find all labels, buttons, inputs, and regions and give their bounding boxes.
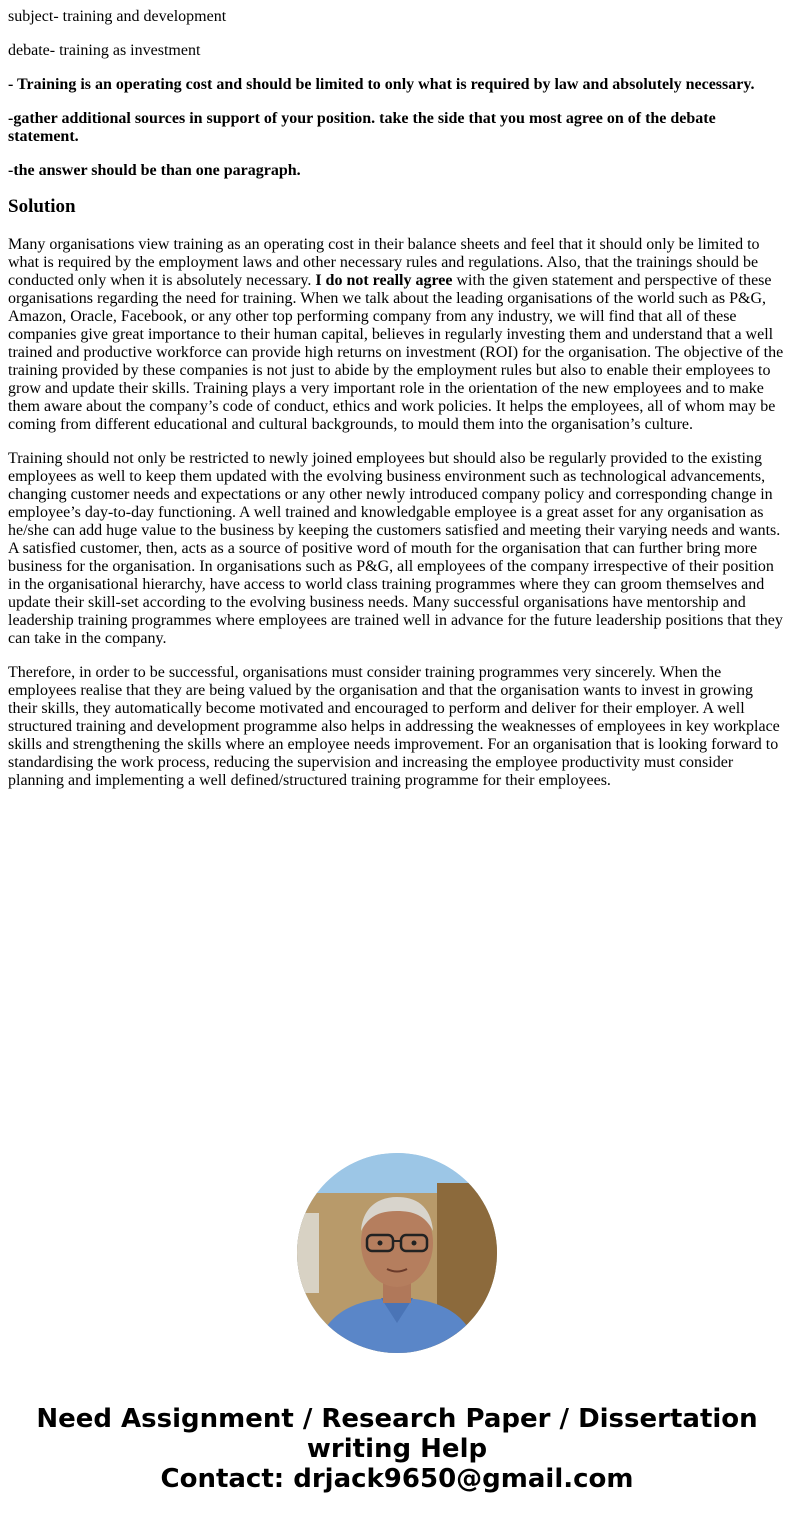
promo-line-2: writing Help xyxy=(306,1434,488,1464)
document-body xyxy=(8,0,786,806)
solution-paragraph-2: Training should not only be restricted to newly joined employees but should also be regularly provided to the existing employees as well to keep them updated with the evolving business environment such as technological advancements, changing customer needs and expectations or any other newly introduced company policy and corresponding change in employee’s day-to-day functioning. A well trained and knowledgable employee is a great asset for any organisation as he/she can add huge value to the business by keeping the customers satisfied and meeting their varying needs and wants. A satisfied customer, then, acts as a source of positive word of mouth for the organisation that can further bring more business for the organisation. In organisations such as P&G, all employees of the company irrespective of their position in the organisational hierarchy, have access to world class training programmes where they can groom themselves and update their skill-set according to the evolving business needs. Many successful organisations have mentorship and leadership training programmes where employees are trained well in advance for the future leadership positions that they can take in the company. xyxy=(8,450,783,647)
subject-line: subject- training and development xyxy=(8,8,227,25)
promo-contact: Contact: drjack9650@gmail.com xyxy=(160,1464,634,1494)
solution-paragraph-3: Therefore, in order to be successful, organisations must consider training programmes very sincerely. When the employees realise that they are being valued by the organisation and that the organisation wants to invest in growing their skills, they automatically become motivated and encouraged to perform and deliver for their employer. A well structured training and development programme also helps in addressing the weaknesses of employees in key workplace skills and strengthening the skills where an employee needs improvement. For an organisation that is looking forward to standardising the work process, reducing the supervision and increasing the employee productivity must consider planning and implementing a well defined/structured training programme for their employees. xyxy=(8,664,780,789)
debate-statement: - Training is an operating cost and should be limited to only what is required by law and absolutely necessary. xyxy=(8,76,755,93)
person-portrait-icon xyxy=(297,1153,497,1353)
paragraph-1-rest: with the given statement and perspective of these organisations regarding the need for training. When we talk about the leading organisations of the world such as P&G, Amazon, Oracle, Facebook, or any other top performing company from any industry, we will find that all of these companies give great importance to their human capital, believes in regularly investing them and understand that a well trained and productive workforce can provide high returns on investment (ROI) for the organisation. The objective of the training provided by these companies is not just to abide by the employment rules but also to enable their employees to grow and update their skills. Training plays a very important role in the orientation of the new employees and to make them aware about the company’s code of conduct, ethics and work policies. It helps the employees, all of whom may be coming from different educational and cultural backgrounds, to mould them into the organisation’s culture. xyxy=(8,272,784,433)
debate-line: debate- training as investment xyxy=(8,42,201,59)
solution-heading: Solution xyxy=(8,196,76,217)
solution-paragraph-1 xyxy=(8,236,786,434)
author-avatar xyxy=(297,1153,497,1353)
paragraph-1-intro: Many organisations view training as an operating cost in their balance sheets and feel that it should only be limited to what is required by the employment laws and other necessary rules and regulations. Also, that the trainings should be conducted only when it is absolutely necessary. xyxy=(8,236,760,289)
paragraph-1-emphasis: I do not really agree xyxy=(315,272,453,289)
promo-banner xyxy=(0,1404,794,1494)
length-note: -the answer should be than one paragraph. xyxy=(8,162,301,179)
instruction-line: -gather additional sources in support of your position. take the side that you most agree on of the debate statement. xyxy=(8,110,716,145)
promo-line-1: Need Assignment / Research Paper / Dissertation xyxy=(36,1404,758,1434)
